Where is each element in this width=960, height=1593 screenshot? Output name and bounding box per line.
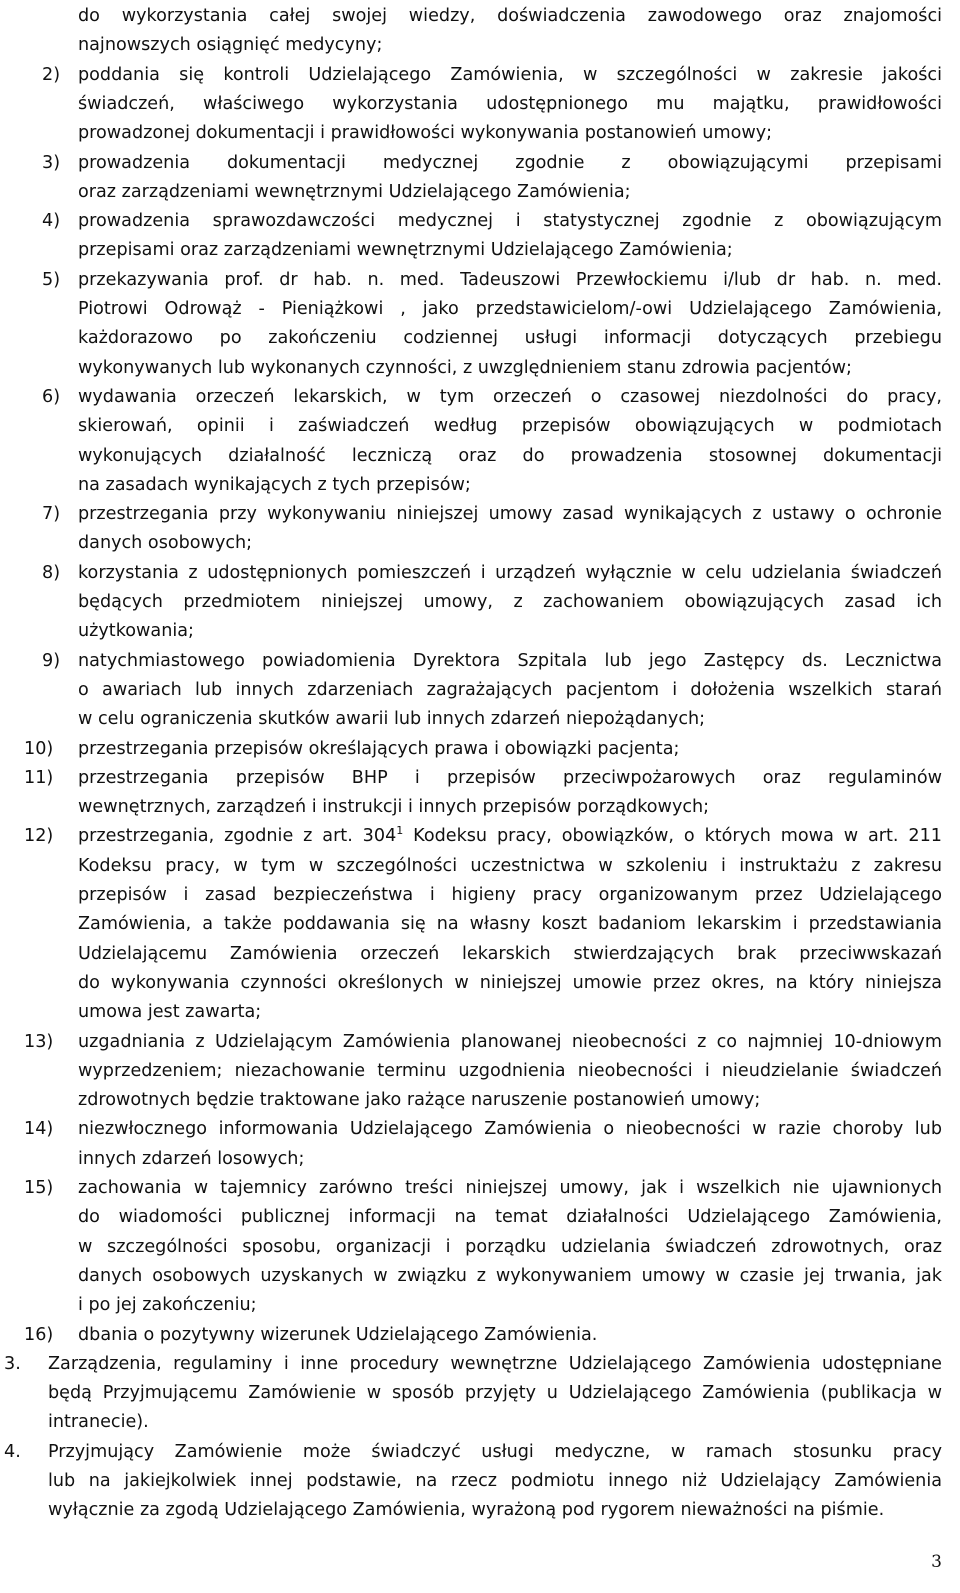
item-text-line: wewnętrznych, zarządzeń i instrukcji i innych przepisów porządkowych; [78,797,710,818]
item-text-line: wykonywanych lub wykonanych czynności, z uwzględnieniem stanu zdrowia pacjentów; [78,357,852,378]
section-text-line: lub na jakiejkolwiek innej podstawie, na rzecz podmiotu innego niż Udzielający Zamówienia [48,1471,942,1491]
item-text-line: przestrzegania przepisów określających prawa i obowiązki pacjenta; [78,738,680,759]
item-text-line: natychmiastowego powiadomienia Dyrektora Szpitala lub jego Zastępcy ds. Lecznictwa [78,650,942,671]
item-number: 8) [42,562,61,583]
item-text-line: użytkowania; [78,621,194,642]
item-text-line: w szczególności sposobu, organizacji i porządku udzielania świadczeń zdrowotnych, oraz [78,1236,942,1257]
section-number: 3. [4,1353,21,1374]
item-text-line: prowadzenia sprawozdawczości medycznej i statystycznej zgodnie z obowiązującym [78,211,942,232]
item-text-line: na zasadach wynikających z tych przepisów; [78,474,471,495]
item-text-line: świadczeń, właściwego wykorzystania udostępnionego mu majątku, prawidłowości [78,93,942,114]
item-number: 12) [24,826,54,847]
item-text-line: do wykonywania czynności określonych w niniejszej umowie przez okres, na który niniejsza [78,972,942,993]
item-number: 5) [42,269,61,290]
continuation-line: do wykorzystania całej swojej wiedzy, doświadczenia zawodowego oraz znajomości [78,6,942,26]
section-text-line: Zarządzenia, regulaminy i inne procedury wewnętrzne Udzielającego Zamówienia udostępniane [48,1353,942,1374]
item-text-line: zdrowotnych będzie traktowane jako rażące naruszenie postanowień umowy; [78,1090,761,1111]
superscript: 1 [396,824,404,838]
item-text-line: do wiadomości publicznej informacji na temat działalności Udzielającego Zamówienia, [78,1207,942,1228]
item-text-line: innych zdarzeń losowych; [78,1148,305,1169]
item-number: 4) [42,211,61,232]
item-text-line: w celu ograniczenia skutków awarii lub innych zdarzeń niepożądanych; [78,709,706,730]
item-text-line: prowadzenia dokumentacji medycznej zgodnie z obowiązującymi przepisami [78,152,942,173]
item-number: 10) [24,738,54,759]
item-text-line: Kodeksu pracy, w tym w szczególności uczestnictwa w szkoleniu i instruktażu z zakresu [78,855,942,876]
item-number: 3) [42,152,61,173]
item-text-line: dbania o pozytywny wizerunek Udzielającego Zamówienia. [78,1324,598,1345]
item-number: 7) [42,504,61,525]
item-text-line: przestrzegania przy wykonywaniu niniejszej umowy zasad wynikających z ustawy o ochronie [78,504,942,525]
item-text-line: skierowań, opinii i zaświadczeń według przepisów obowiązujących w podmiotach [78,416,942,437]
item-text-line: wykonujących działalność leczniczą oraz do prowadzenia stosownej dokumentacji [78,445,942,466]
item-text-line: każdorazowo po zakończeniu codziennej usługi informacji dotyczących przebiegu [78,328,942,349]
item-number: 6) [42,386,61,407]
item-text-line: Udzielającemu Zamówienia orzeczeń lekarskich stwierdzających brak przeciwwskazań [78,943,942,964]
item-text-line: wyprzedzeniem; niezachowanie terminu uzgodnienia nieobecności i nieudzielanie świadczeń [78,1060,942,1081]
item-text-line: prowadzonej dokumentacji i prawidłowości wykonywania postanowień umowy; [78,123,773,144]
item-text-line: oraz zarządzeniami wewnętrznymi Udzielającego Zamówienia; [78,181,631,202]
item-number: 9) [42,650,61,671]
item-text-line: zachowania w tajemnicy zarówno treści niniejszej umowy, jak i wszelkich nie ujawnionych [78,1178,942,1198]
item-text-line: przestrzegania przepisów BHP i przepisów przeciwpożarowych oraz regulaminów [78,767,942,788]
item-text-line: korzystania z udostępnionych pomieszczeń i urządzeń wyłącznie w celu udzielania świadczeń [78,562,942,583]
item-text-line: i po jej zakończeniu; [78,1295,257,1316]
item-text-line: danych osobowych uzyskanych w związku z wykonywaniem umowy w czasie jej trwania, jak [78,1265,942,1286]
item-text-line: przekazywania prof. dr hab. n. med. Tadeuszowi Przewłockiemu i/lub dr hab. n. med. [78,269,942,290]
item-text-line: niezwłocznego informowania Udzielającego Zamówienia o nieobecności w razie choroby lub [78,1119,942,1140]
section-text-line: będą Przyjmującemu Zamówienie w sposób przyjęty u Udzielającego Zamówienia (publikacja w [48,1383,942,1404]
item-number: 16) [24,1324,54,1345]
section-text-line: wyłącznie za zgodą Udzielającego Zamówienia, wyrażoną pod rygorem nieważności na piśmie. [48,1500,885,1521]
section-text-line: intranecie). [48,1412,149,1433]
item-text-line: przepisami oraz zarządzeniami wewnętrznymi Udzielającego Zamówienia; [78,240,733,261]
item-number: 15) [24,1178,54,1198]
item-text-line: danych osobowych; [78,533,253,554]
section-text-line: Przyjmujący Zamówienie może świadczyć usługi medyczne, w ramach stosunku pracy [48,1441,942,1462]
continuation-line: najnowszych osiągnięć medycyny; [78,35,383,56]
item-text-line: poddania się kontroli Udzielającego Zamówienia, w szczególności w zakresie jakości [78,64,942,85]
item-text-line: Zamówienia, a także poddawania się na własny koszt badaniom lekarskim i przedstawiania [78,914,942,935]
item-number: 13) [24,1031,54,1052]
item-text-line: przepisów i zasad bezpieczeństwa i higieny pracy organizowanym przez Udzielającego [78,885,942,905]
item-number: 2) [42,64,61,85]
section-number: 4. [4,1441,21,1462]
item-number: 14) [24,1119,54,1140]
item-text-line: Piotrowi Odrowąż - Pieniążkowi , jako przedstawicielom/-owi Udzielającego Zamówienia, [78,299,942,319]
item-text-line: o awariach lub innych zdarzeniach zagrażających pacjentom i dołożenia wszelkich starań [78,679,942,700]
page-number: 3 [931,1552,942,1572]
item-text-line: będących przedmiotem niniejszej umowy, z zachowaniem obowiązujących zasad ich [78,592,942,612]
item-text-line: umowa jest zawarta; [78,1002,262,1023]
item-number: 11) [24,767,54,788]
item-text-line: przestrzegania, zgodnie z art. $304^1$ Kodeksu pracy, obowiązków, o których mowa w art. 211 [78,824,942,847]
item-text-line: wydawania orzeczeń lekarskich, w tym orzeczeń o czasowej niezdolności do pracy, [78,386,942,407]
item-text-line: uzgadniania z Udzielającym Zamówienia planowanej nieobecności z co najmniej 10-dniowym [78,1031,942,1052]
